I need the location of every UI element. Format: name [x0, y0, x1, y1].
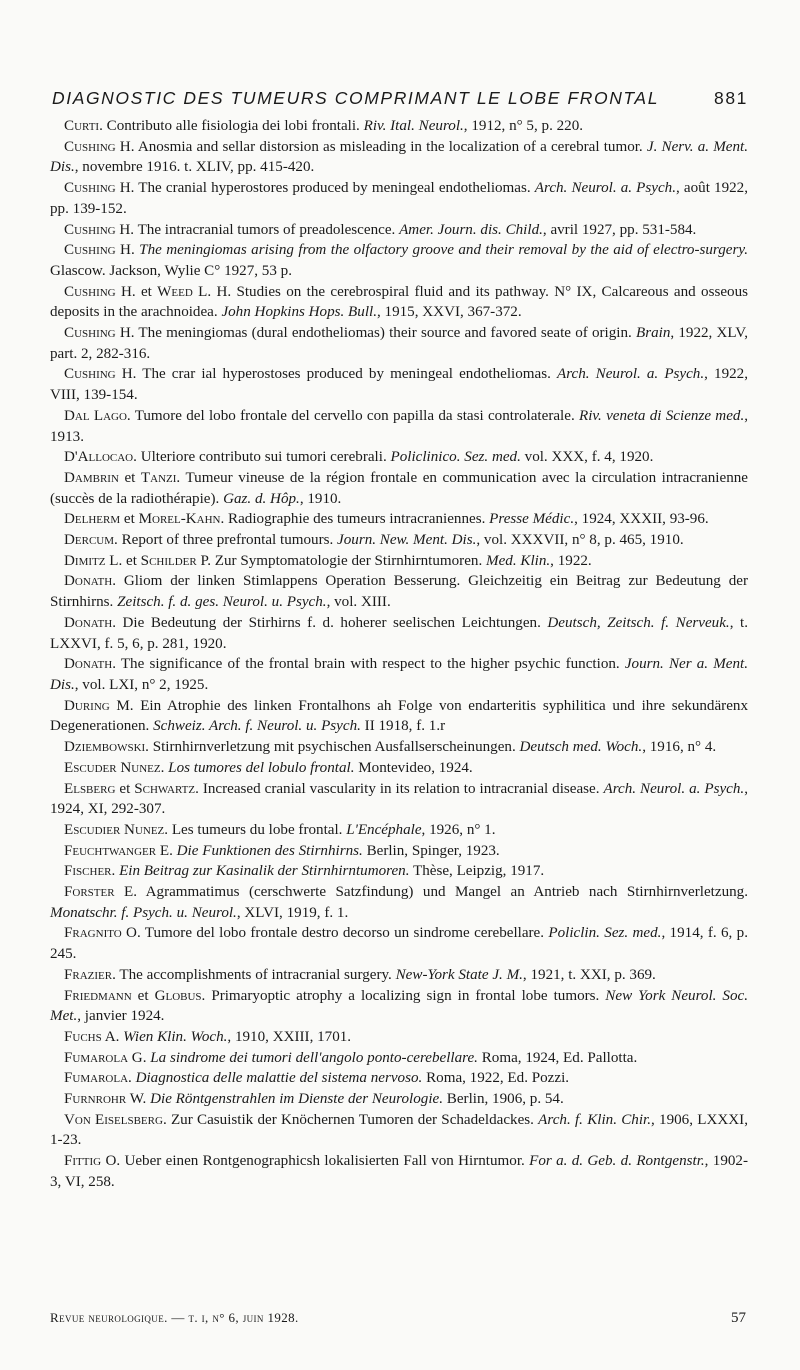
reference-author: Delherm	[64, 511, 121, 528]
reference-author: During	[64, 697, 110, 714]
reference-text: H. The intracranial tumors of preadolescence.	[115, 221, 400, 238]
reference-source: Policlin. Sez. med.	[548, 925, 662, 942]
reference-text: , janvier 1924.	[77, 1008, 165, 1025]
reference-entry	[50, 116, 748, 137]
reference-author: Morel-Kahn	[138, 511, 221, 528]
reference-text: , 1910.	[299, 490, 342, 507]
reference-text: A.	[101, 1028, 124, 1045]
reference-source: Diagnostica delle malattie del sistema nervoso.	[135, 1070, 423, 1087]
reference-text: , 1916, n° 4.	[642, 739, 717, 756]
reference-source: Gaz. d. Hôp.	[223, 490, 300, 507]
reference-source: Deutsch med. Woch.	[519, 739, 643, 756]
reference-entry	[50, 923, 748, 964]
reference-author: Cushing	[64, 221, 116, 238]
reference-author: Schilder	[140, 552, 197, 569]
reference-entry	[50, 841, 748, 862]
reference-author: Cushing	[64, 325, 116, 342]
reference-text: et	[120, 511, 139, 528]
reference-text: .	[128, 1070, 136, 1087]
reference-entry	[50, 882, 748, 923]
reference-author: Fittig	[64, 1153, 102, 1170]
reference-text: G.	[128, 1049, 151, 1066]
reference-source: Arch. Neurol. a. Psych.	[603, 780, 745, 797]
reference-author: Elsberg	[64, 780, 116, 797]
reference-source: Arch. f. Klin. Chir.	[538, 1111, 652, 1128]
reference-author: Fuchs	[64, 1028, 102, 1045]
reference-source: Monatschr. f. Psych. u. Neurol.	[50, 904, 237, 921]
reference-entry	[50, 551, 748, 572]
reference-author: Friedmann	[64, 987, 132, 1004]
reference-source: John Hopkins Hops. Bull.	[221, 304, 377, 321]
reference-author: Furnrohr	[64, 1091, 127, 1108]
reference-text: Roma, 1924, Ed. Pallotta.	[477, 1049, 638, 1066]
reference-source: Amer. Journ. dis. Child.	[399, 221, 543, 238]
reference-source: Presse Médic.	[489, 511, 575, 528]
reference-source: Schweiz. Arch. f. Neurol. u. Psych.	[153, 718, 361, 735]
reference-text: E.	[156, 842, 177, 859]
reference-text: .	[160, 759, 169, 776]
reference-entry	[50, 965, 748, 986]
reference-entry	[50, 406, 748, 447]
reference-text: L. H. Studies on the cerebrospiral fluid and its pathway. N° IX, Calcareous and osseous deposits in the arachnoidea.	[50, 283, 749, 321]
reference-text: .	[111, 863, 120, 880]
reference-entry	[50, 1048, 748, 1069]
reference-source: Die Röntgenstrahlen im Dienste der Neurologie.	[150, 1091, 443, 1108]
reference-entry	[50, 530, 748, 551]
reference-text: H.	[115, 242, 140, 259]
reference-text: . Tumeur vineuse de la région frontale en communication avec la circulation intracranienne (succès de la radiothérapie).	[50, 469, 748, 507]
reference-text: . Gliom der linken Stimlappens Operation Besserung. Gleichzeitig ein Beitrag zur Bedeutung der Stirnhirns.	[50, 573, 748, 611]
reference-source: Journ. Ner a. Ment. Dis.	[50, 656, 748, 693]
reference-text: H. et	[115, 283, 158, 300]
reference-text: H. The meningiomas (dural endotheliomas) their source and favored seate of origin.	[115, 325, 636, 342]
reference-text: . The accomplishments of intracranial surgery.	[112, 966, 396, 983]
reference-entry	[50, 986, 748, 1027]
reference-author: Cushing	[64, 366, 116, 383]
reference-text: II 1918, f. 1.r	[360, 718, 446, 735]
reference-entry	[50, 282, 748, 323]
reference-source: Deutsch, Zeitsch. f. Nerveuk.	[547, 614, 730, 631]
running-head-title: DIAGNOSTIC DES TUMEURS COMPRIMANT LE LOBE FRONTAL	[52, 88, 660, 108]
reference-entry	[50, 364, 748, 405]
reference-entry	[50, 178, 748, 219]
reference-text: , novembre 1916. t. XLIV, pp. 415-420.	[74, 159, 315, 176]
reference-author: Fragnito	[64, 925, 122, 942]
reference-text: , 1915, XXVI, 367-372.	[376, 304, 522, 321]
reference-source: New-York State J. M.	[395, 966, 523, 983]
reference-text: Glascow. Jackson, Wylie C° 1927, 53 p.	[50, 262, 292, 279]
reference-source: Die Funktionen des Stirnhirns.	[176, 842, 363, 859]
reference-text: Berlin, 1906, p. 54.	[443, 1091, 564, 1108]
reference-author: Dal Lago	[64, 407, 127, 424]
reference-entry	[50, 468, 748, 509]
reference-text: . Increased cranial vascularity in its relation to intracranial disease.	[195, 780, 604, 797]
reference-text: , 1921, t. XXI, p. 369.	[522, 966, 656, 983]
reference-author: Escudier Nunez	[64, 821, 165, 838]
reference-text: , 1913.	[50, 407, 749, 445]
reference-author: Donath	[64, 614, 113, 631]
reference-text: . Stirnhirnverletzung mit psychischen Ausfallserscheinungen.	[145, 739, 520, 756]
page-footer	[50, 1310, 748, 1332]
reference-text: . The significance of the frontal brain with respect to the higher psychic function.	[112, 656, 625, 673]
reference-author: Weed	[157, 283, 193, 300]
reference-author: Globus	[154, 987, 202, 1004]
reference-source: J. Nerv. a. Ment. Dis.	[50, 138, 748, 176]
reference-entry	[50, 758, 748, 779]
reference-text: Berlin, Spinger, 1923.	[362, 842, 500, 859]
reference-source: Los tumores del lobulo frontal.	[168, 759, 355, 776]
reference-text: L. et	[105, 552, 141, 569]
reference-text: H. The cranial hyperostores produced by meningeal endotheliomas.	[115, 180, 535, 197]
reference-source: Zeitsch. f. d. ges. Neurol. u. Psych.	[117, 594, 327, 611]
reference-entry	[50, 240, 748, 281]
reference-author: Fumarola	[64, 1070, 129, 1087]
reference-author: Donath	[64, 656, 113, 673]
reference-text: . Ulteriore contributo sui tumori cerebrali.	[133, 449, 391, 466]
reference-entry	[50, 447, 748, 468]
reference-author: Fumarola	[64, 1049, 129, 1066]
reference-author: Dimitz	[64, 552, 106, 569]
reference-text: , août 1922, pp. 139-152.	[50, 180, 748, 217]
reference-text: . Radiographie des tumeurs intracraniennes.	[220, 511, 490, 528]
reference-entry	[50, 696, 748, 737]
reference-text: Roma, 1922, Ed. Pozzi.	[422, 1070, 570, 1087]
reference-text: Thèse, Leipzig, 1917.	[409, 863, 545, 880]
reference-source: La sindrome dei tumori dell'angolo ponto-cerebellare.	[150, 1049, 478, 1066]
reference-author: Dambrin	[64, 469, 119, 486]
reference-text: , 1912, n° 5, p. 220.	[463, 118, 584, 134]
reference-author: D'Allocao	[64, 449, 134, 466]
reference-text: , 1926, n° 1.	[421, 821, 496, 838]
reference-text: , 1914, f. 6, p. 245.	[50, 925, 748, 963]
reference-author: Feuchtwanger	[64, 842, 157, 859]
reference-entry	[50, 654, 748, 695]
reference-text: . Contributo alle fisiologia dei lobi frontali.	[99, 118, 364, 134]
reference-text: W.	[126, 1091, 151, 1108]
reference-entry	[50, 861, 748, 882]
reference-source: Journ. New. Ment. Dis.	[337, 532, 477, 549]
reference-entry	[50, 509, 748, 530]
reference-entry	[50, 220, 748, 241]
reference-entry	[50, 137, 748, 178]
reference-author: Frazier	[64, 966, 113, 983]
reference-source: For a. d. Geb. d. Rontgenstr.	[529, 1153, 705, 1170]
reference-text: . Les tumeurs du lobe frontal.	[164, 821, 347, 838]
reference-author: Curti	[64, 118, 100, 134]
reference-text: , 1924, XI, 292-307.	[50, 780, 748, 818]
reference-entry	[50, 613, 748, 654]
reference-entry	[50, 571, 748, 612]
reference-text: . Die Bedeutung der Stirhirns f. d. hoherer seelischen Leichtungen.	[112, 614, 548, 631]
reference-text: Montevideo, 1924.	[354, 759, 473, 776]
reference-text: O. Tumore del lobo frontale destro decorso un sindrome cerebellare.	[121, 925, 549, 942]
reference-text: , vol. XXXVII, n° 8, p. 465, 1910.	[476, 532, 684, 549]
reference-text: . Primaryoptic atrophy a localizing sign in frontal lobe tumors.	[201, 987, 606, 1004]
reference-author: Fischer	[64, 863, 112, 880]
reference-text: M. Ein Atrophie des linken Frontalhons ah Folge von endarteritis syphilitica und ihre sekundärenx Degenerationen.	[50, 697, 748, 735]
journal-imprint: Revue neurologique. — t. i, n° 6, juin 1928.	[50, 1310, 299, 1325]
reference-source: Policlinico. Sez. med.	[390, 449, 521, 466]
reference-text: vol. XXX, f. 4, 1920.	[520, 449, 654, 466]
reference-source: Riv. Ital. Neurol.	[363, 118, 464, 134]
reference-source: Arch. Neurol. a. Psych.	[556, 366, 705, 383]
reference-text: H. Anosmia and sellar distorsion as misleading in the localization of a cerebral tumor.	[115, 138, 647, 155]
running-head	[52, 88, 748, 112]
reference-source: Ein Beitrag zur Kasinalik der Stirnhirntumoren.	[119, 863, 410, 880]
reference-text: , 1922, XLV, part. 2, 282-316.	[50, 325, 748, 362]
reference-source: New York Neurol. Soc. Met.	[50, 987, 748, 1025]
reference-entry	[50, 1151, 748, 1192]
page-number: 881	[714, 88, 748, 108]
reference-author: Cushing	[64, 242, 116, 259]
reference-entry	[50, 1089, 748, 1110]
reference-entry	[50, 737, 748, 758]
reference-text: O. Ueber einen Rontgenographicsh lokalisierten Fall von Hirntumor.	[101, 1153, 530, 1170]
reference-text: et	[131, 987, 155, 1004]
reference-author: Von Eiselsberg	[64, 1111, 163, 1128]
reference-text: H. The crar ial hyperostoses produced by meningeal endotheliomas.	[115, 366, 557, 383]
reference-author: Donath	[64, 573, 113, 590]
reference-text: E. Agrammatimus (cerschwerte Satzfindung) und Mangel an Antrieb nach Stirnhirnverletzung.	[114, 884, 748, 901]
reference-text: , 1924, XXXII, 93-96.	[574, 511, 709, 528]
reference-source: Arch. Neurol. a. Psych.	[534, 180, 677, 197]
reference-text: , 1902-3, VI, 258.	[50, 1153, 748, 1190]
reference-text: , 1922.	[550, 552, 592, 569]
reference-text: et	[115, 780, 135, 797]
bibliography-list	[50, 116, 748, 1193]
reference-author: Schwartz	[134, 780, 196, 797]
reference-entry	[50, 1068, 748, 1089]
reference-entry	[50, 1027, 748, 1048]
reference-author: Dercum	[64, 532, 115, 549]
reference-author: Cushing	[64, 180, 116, 197]
reference-text: . Report of three prefrontal tumours.	[114, 532, 338, 549]
reference-text: , XLVI, 1919, f. 1.	[236, 904, 349, 921]
reference-text: , 1906, LXXXI, 1-23.	[50, 1111, 748, 1149]
reference-entry	[50, 820, 748, 841]
reference-entry	[50, 779, 748, 820]
reference-text: , t. LXXVI, f. 5, 6, p. 281, 1920.	[50, 614, 748, 652]
reference-text: , 1922, VIII, 139-154.	[50, 366, 748, 404]
reference-entry	[50, 323, 748, 364]
reference-text: . Zur Casuistik der Knöchernen Tumoren der Schadeldackes.	[162, 1111, 539, 1128]
reference-author: Dziembowski	[64, 739, 146, 756]
reference-source: L'Encéphale	[346, 821, 422, 838]
reference-text: , avril 1927, pp. 531-584.	[542, 221, 697, 238]
reference-text: , vol. LXI, n° 2, 1925.	[74, 676, 209, 693]
reference-source: Wien Klin. Woch.	[123, 1028, 228, 1045]
reference-source: Riv. veneta di Scienze med.	[579, 407, 745, 424]
sheet-number: 57	[731, 1310, 746, 1326]
reference-source: Med. Klin.	[486, 552, 551, 569]
reference-text: , vol. XIII.	[326, 594, 391, 611]
reference-author: Forster	[64, 884, 115, 901]
reference-author: Cushing	[64, 138, 116, 155]
reference-author: Tanzi	[140, 469, 177, 486]
reference-text: . Tumore del lobo frontale del cervello con papilla da stasi controlaterale.	[126, 407, 580, 424]
reference-author: Escuder Nunez	[64, 759, 161, 776]
reference-text: P. Zur Symptomatologie der Stirnhirntumoren.	[196, 552, 487, 569]
reference-text: , 1910, XXIII, 1701.	[227, 1028, 352, 1045]
reference-source: Brain	[636, 325, 671, 342]
reference-text: et	[118, 469, 141, 486]
reference-source: The meningiomas arising from the olfactory groove and their removal by the aid of electro-surgery.	[139, 242, 748, 259]
reference-entry	[50, 1110, 748, 1151]
reference-author: Cushing	[64, 283, 116, 300]
